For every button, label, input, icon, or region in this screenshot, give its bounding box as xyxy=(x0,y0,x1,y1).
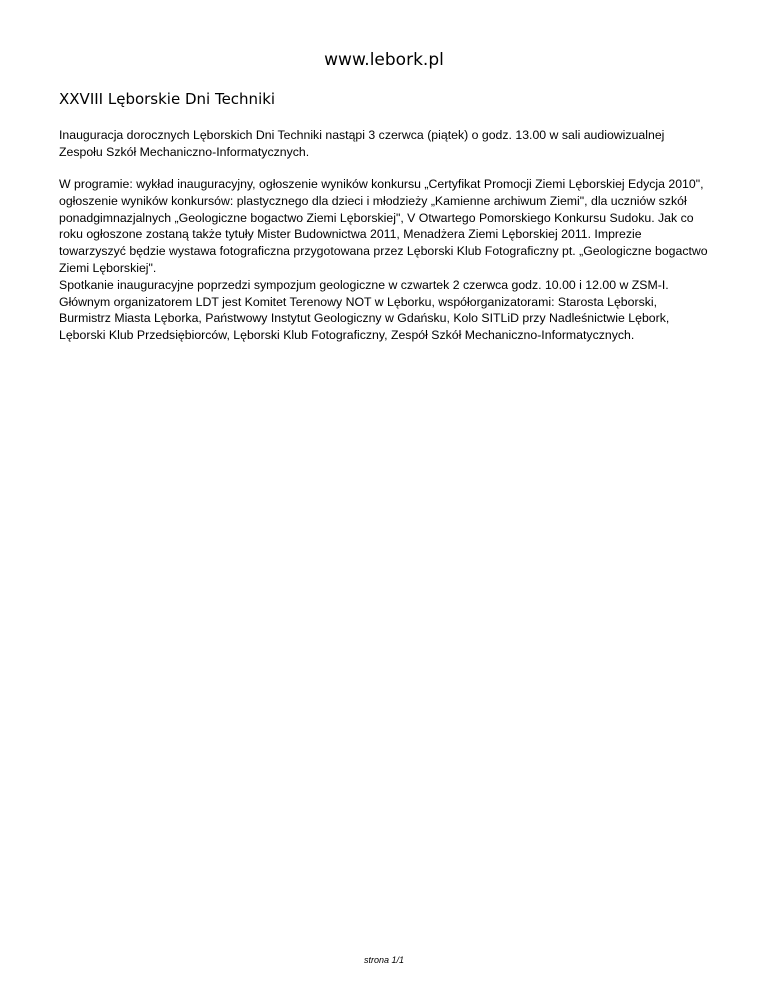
site-url: www.lebork.pl xyxy=(324,50,444,70)
paragraph-organizers: Głównym organizatorem LDT jest Komitet Terenowy NOT w Lęborku, współorganizatorami: Starosta Lęborski, Burmistrz Miasta Lęborka, Państwowy Instytut Geologiczny w Gdańsku, Kolo SITLiD przy Nadleśnictwie Lębork, Lęborski Klub Przedsiębiorców, Lęborski Klub Fotograficzny, Zespół Szkół Mechaniczno-Informatycznych. xyxy=(59,294,670,343)
paragraph-inauguration: Inauguracja dorocznych Lęborskich Dni Techniki nastąpi 3 czerwca (piątek) o godz. 13.00 w sali audiowizualnej Zespołu Szkół Mechaniczno-Informatycznych. xyxy=(59,128,665,159)
page-number: strona 1/1 xyxy=(363,955,405,965)
article-title: XXVIII Lęborskie Dni Techniki xyxy=(59,90,276,108)
paragraph-program: W programie: wykład inauguracyjny, ogłoszenie wyników konkursu „Certyfikat Promocji Ziemi Lęborskiej Edycja 2010", ogłoszenie wyników konkursów: plastycznego dla dzieci i młodzieży „Kamienne archiwum Ziemi", dla uczniów szkół ponadgimnazjalnych „Geologiczne bogactwo Ziemi Lęborskiej", V Otwartego Pomorskiego Konkursu Sudoku. Jak co roku ogłoszone zostaną także tytuły Mister Budownictwa 2011, Menadżera Ziemi Lęborskiej 2011. Imprezie towarzyszyć będzie wystawa fotograficzna przygotowana przez Lęborski Klub Fotograficzny pt. „Geologiczne bogactwo Ziemi Lęborskiej". xyxy=(59,177,708,275)
article-body-intro xyxy=(59,127,709,161)
article-body-program xyxy=(59,176,709,344)
paragraph-symposium: Spotkanie inauguracyjne poprzedzi sympozjum geologiczne w czwartek 2 czerwca godz. 10.00 i 12.00 w ZSM-I. xyxy=(59,277,669,292)
